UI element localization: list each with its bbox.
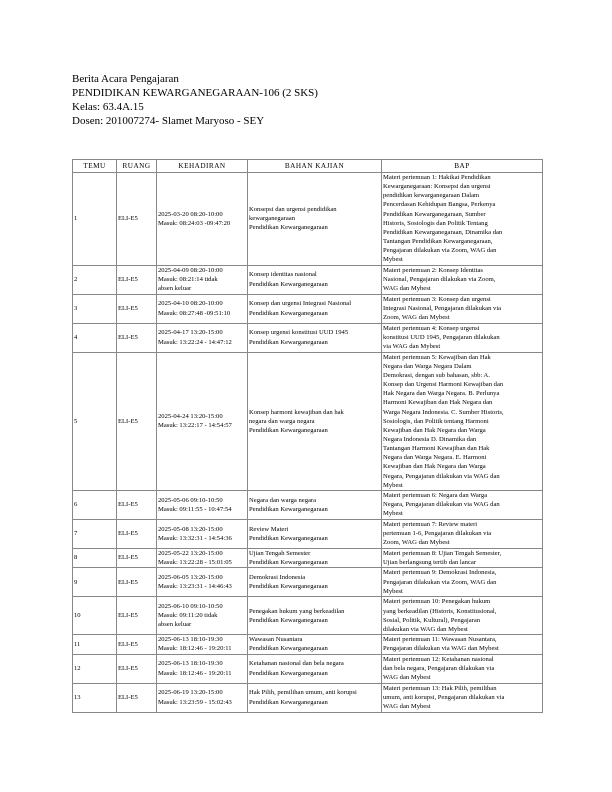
table-row <box>73 635 543 654</box>
bahan-kajian-cell-line: Konsep urgensi konstitusi UUD 1945 <box>249 329 349 337</box>
kehadiran-cell-line: absen keluar <box>158 621 192 629</box>
bap-cell-line: Mybest <box>383 587 403 595</box>
bahan-kajian-cell-line: Pendidikan Kewarganegaraan <box>249 698 328 706</box>
temu-cell: 2 <box>73 265 117 294</box>
bap-cell-line: Demokrasi, dengan sub bahasan, sbb: A. <box>383 371 490 379</box>
header-bap: BAP <box>382 160 543 173</box>
bahan-kajian-cell <box>248 548 382 567</box>
bap-cell-line: dan bela negara, Pengajaran dilakukan via <box>383 664 495 672</box>
bahan-kajian-cell-line: Pendidikan Kewarganegaraan <box>249 559 328 567</box>
bahan-kajian-cell <box>248 654 382 683</box>
bahan-kajian-cell-line: Pendidikan Kewarganegaraan <box>249 583 328 591</box>
kehadiran-cell <box>157 490 248 519</box>
kehadiran-cell <box>157 173 248 266</box>
bahan-kajian-cell <box>248 490 382 519</box>
bap-cell-line: Zoom, WAG dan Mybest <box>383 314 450 322</box>
temu-cell: 5 <box>73 352 117 490</box>
bap-cell <box>382 568 543 597</box>
bap-cell-line: Integrasi Nasional, Pengajaran dilakukan via <box>383 304 502 312</box>
bap-cell-line: Nasional, Pengajaran dilakukan via Zoom, <box>383 275 496 283</box>
bahan-kajian-cell-line: Wawasan Nusantara <box>249 636 303 644</box>
bap-cell-line: WAG dan Mybest <box>383 703 431 711</box>
kehadiran-cell-line: 2025-04-24 13:20-15:00 <box>158 413 223 421</box>
temu-cell: 11 <box>73 635 117 654</box>
bap-cell-line: Pendidikan Kewarganegaraan, Sumber <box>383 210 486 218</box>
kehadiran-cell-line: Masuk: 13:32:31 - 14:54:36 <box>158 534 232 542</box>
bap-cell-line: umum, anti korupsi, Pengajaran dilakukan via <box>383 693 505 701</box>
bap-cell <box>382 173 543 266</box>
bap-cell-line: Negara, Pengajaran dilakukan via WAG dan <box>383 501 500 509</box>
bap-cell <box>382 519 543 548</box>
bap-cell-line: Pengajaran dilakukan via Zoom, WAG dan <box>383 247 497 255</box>
temu-cell: 4 <box>73 323 117 352</box>
bahan-kajian-cell-line: kewarganegaraan <box>249 215 296 223</box>
kehadiran-cell-line: 2025-05-08 13:20-15:00 <box>158 525 223 533</box>
bahan-kajian-cell <box>248 683 382 712</box>
bahan-kajian-cell-line: negara dan warga negara <box>249 417 315 425</box>
kehadiran-cell-line: Masuk: 08:21:14 tidak <box>158 275 218 283</box>
bahan-kajian-cell-line: Ujian Tengah Semester <box>249 549 311 557</box>
bahan-kajian-cell-line: Pendidikan Kewarganegaraan <box>249 426 328 434</box>
bap-cell <box>382 597 543 635</box>
kehadiran-cell-line: 2025-04-17 13:20-15:00 <box>158 329 223 337</box>
ruang-cell: ELI-E5 <box>117 654 157 683</box>
kehadiran-cell-line: 2025-04-10 08:20-10:00 <box>158 300 223 308</box>
bap-cell-line: Materi pertemuan 7: Review materi <box>383 521 478 529</box>
bap-cell-line: Kewajiban dan Hak Negara dan Warga <box>383 426 486 434</box>
bap-cell-line: Tantangan Harmoni Kewajiban dan Hak <box>383 445 490 453</box>
bap-cell-line: WAG dan Mybest <box>383 285 431 293</box>
kehadiran-cell-line: 2025-06-13 18:10-19:30 <box>158 660 223 668</box>
temu-cell: 8 <box>73 548 117 567</box>
bap-cell-line: Materi pertemuan 6: Negara dan Warga <box>383 492 488 500</box>
table-body <box>73 173 543 713</box>
bap-cell-line: Kewarganegaraan: Konsepsi dan urgensi <box>383 183 491 191</box>
bap-cell-line: pendidikan kewarganegaraan Dalam <box>383 192 480 200</box>
temu-cell: 9 <box>73 568 117 597</box>
bap-cell <box>382 654 543 683</box>
bahan-kajian-cell <box>248 294 382 323</box>
bap-cell-line: Materi pertemuan 5: Kewajiban dan Hak <box>383 353 491 361</box>
bahan-kajian-cell <box>248 568 382 597</box>
bahan-kajian-cell-line: Pendidikan Kewarganegaraan <box>249 309 328 317</box>
kehadiran-cell-line: Masuk: 08:27:48 -09:51:10 <box>158 309 231 317</box>
bahan-kajian-cell <box>248 597 382 635</box>
ruang-cell: ELI-E5 <box>117 568 157 597</box>
kehadiran-cell-line: Masuk: 09:11:20 tidak <box>158 612 218 620</box>
bap-cell-line: Materi pertemuan 9: Demokrasi Indonesia, <box>383 569 497 577</box>
bap-cell-line: Materi pertemuan 4: Konsep urgensi <box>383 324 480 332</box>
bap-cell-line: Mybest <box>383 481 403 489</box>
kehadiran-cell <box>157 294 248 323</box>
temu-cell: 13 <box>73 683 117 712</box>
kehadiran-cell-line: 2025-05-22 13:20-15:00 <box>158 549 223 557</box>
header-ruang: RUANG <box>117 160 157 173</box>
table-row <box>73 173 543 266</box>
bap-cell-line: WAG dan Mybest <box>383 674 431 682</box>
kehadiran-cell-line: Masuk: 13:22:24 - 14:47:12 <box>158 338 232 346</box>
bap-cell-line: pertemuan 1-6, Pengajaran dilakukan via <box>383 530 492 538</box>
bap-cell-line: Ujian berlangsung tertib dan lancar <box>383 559 477 567</box>
table-row <box>73 654 543 683</box>
bap-cell-line: Mybest <box>383 510 403 518</box>
kehadiran-cell-line: Masuk: 13:22:28 - 15:01:05 <box>158 559 232 567</box>
kehadiran-cell-line: 2025-06-13 18:10-19:30 <box>158 636 223 644</box>
bap-cell-line: Pendidikan Kewarganegaraan, Dinamika dan <box>383 228 503 236</box>
kehadiran-cell-line: 2025-06-10 09:10-10:50 <box>158 602 223 610</box>
ruang-cell: ELI-E5 <box>117 294 157 323</box>
bap-cell-line: konstitusi UUD 1945, Pengajaran dilakukan <box>383 333 500 341</box>
table-header-row <box>73 160 543 173</box>
bap-cell <box>382 548 543 567</box>
kehadiran-cell <box>157 265 248 294</box>
kehadiran-cell-line: Masuk: 13:22:17 - 14:54:57 <box>158 422 232 430</box>
table-row <box>73 352 543 490</box>
bap-cell-line: Materi pertemuan 8: Ujian Tengah Semester, <box>383 549 502 557</box>
bap-cell-line: dilakukan via WAG dan Mybest <box>383 625 468 633</box>
bap-cell <box>382 683 543 712</box>
bap-cell-line: Pencerdasan Kehidupan Bangsa, Perkenya <box>383 201 496 209</box>
table-row <box>73 323 543 352</box>
bahan-kajian-cell-line: Pendidikan Kewarganegaraan <box>249 224 328 232</box>
ruang-cell: ELI-E5 <box>117 490 157 519</box>
kehadiran-cell-line: 2025-05-06 09:10-10:50 <box>158 496 223 504</box>
lecturer-label: Dosen: 201007274- Slamet Maryoso - SEY <box>72 115 265 127</box>
bahan-kajian-cell-line: Pendidikan Kewarganegaraan <box>249 505 328 513</box>
kehadiran-cell <box>157 352 248 490</box>
kehadiran-cell-line: 2025-06-19 13:20-15:00 <box>158 689 223 697</box>
bap-cell-line: Warga Negara Indonesia. C. Sumber Historis, <box>383 408 504 416</box>
bahan-kajian-cell-line: Ketahanan nasional dan bela negara <box>249 660 344 668</box>
bahan-kajian-cell-line: Pendidikan Kewarganegaraan <box>249 616 328 624</box>
course-name: PENDIDIKAN KEWARGANEGARAAN-106 (2 SKS) <box>72 87 318 99</box>
bahan-kajian-cell-line: Konsep dan urgensi Integrasi Nasional <box>249 300 352 308</box>
bap-cell <box>382 265 543 294</box>
temu-cell: 1 <box>73 173 117 266</box>
kehadiran-cell <box>157 519 248 548</box>
bap-cell-line: Pengajaran dilakukan via Zoom, WAG dan <box>383 578 497 586</box>
bahan-kajian-cell-line: Pendidikan Kewarganegaraan <box>249 669 328 677</box>
bap-cell <box>382 294 543 323</box>
bap-cell-line: Negara, Pengajaran dilakukan via WAG dan <box>383 472 500 480</box>
temu-cell: 12 <box>73 654 117 683</box>
bap-cell <box>382 635 543 654</box>
bap-cell-line: Materi pertemuan 3: Konsep dan urgensi <box>383 295 491 303</box>
table-row <box>73 265 543 294</box>
header-kehadiran: KEHADIRAN <box>157 160 248 173</box>
kehadiran-cell <box>157 683 248 712</box>
bap-cell-line: Tantangan Pendidikan Kewarganegaraan, <box>383 238 493 246</box>
bahan-kajian-cell-line: Review Materi <box>249 525 289 533</box>
bap-cell-line: Materi pertemuan 12: Ketahanan nasional <box>383 655 494 663</box>
bahan-kajian-cell-line: Pendidikan Kewarganegaraan <box>249 645 328 653</box>
bap-cell <box>382 352 543 490</box>
bap-cell <box>382 490 543 519</box>
bahan-kajian-cell-line: Hak Pilih, pemilihan umum, anti korupsi <box>249 689 357 697</box>
temu-cell: 7 <box>73 519 117 548</box>
bap-cell-line: Materi pertemuan 1: Hakikat Pendidikan <box>383 174 491 181</box>
bap-cell-line: Materi pertemuan 11: Wawasan Nusantara, <box>383 636 497 644</box>
ruang-cell: ELI-E5 <box>117 597 157 635</box>
bahan-kajian-cell-line: Pendidikan Kewarganegaraan <box>249 534 328 542</box>
ruang-cell: ELI-E5 <box>117 265 157 294</box>
temu-cell: 10 <box>73 597 117 635</box>
ruang-cell: ELI-E5 <box>117 352 157 490</box>
ruang-cell: ELI-E5 <box>117 173 157 266</box>
kehadiran-cell-line: 2025-06-05 13:20-15:00 <box>158 574 223 582</box>
bap-cell-line: Zoom, WAG dan Mybest <box>383 539 450 547</box>
class-label: Kelas: 63.4A.15 <box>72 101 144 113</box>
kehadiran-cell-line: Masuk: 18:12:46 - 19:20:11 <box>158 645 232 653</box>
bahan-kajian-cell <box>248 635 382 654</box>
bap-cell-line: Materi pertemuan 10: Penegakan hukum <box>383 598 491 606</box>
bap-cell-line: Historis, Sosiologis dan Politik Tentang <box>383 219 488 227</box>
bahan-kajian-cell <box>248 352 382 490</box>
kehadiran-cell-line: Masuk: 13:23:31 - 14:46:43 <box>158 583 232 591</box>
temu-cell: 6 <box>73 490 117 519</box>
kehadiran-cell-line: 2025-04-09 08:20-10:00 <box>158 266 223 274</box>
kehadiran-cell <box>157 597 248 635</box>
table-row <box>73 548 543 567</box>
bap-cell <box>382 323 543 352</box>
bap-cell-line: via WAG dan Mybest <box>383 343 441 351</box>
table-row <box>73 519 543 548</box>
bap-cell-line: Materi pertemuan 13: Hak Pilih, pemilihan <box>383 684 497 692</box>
kehadiran-cell <box>157 548 248 567</box>
bap-cell-line: Sosial, Politik, Kultural), Pengajaran <box>383 616 481 624</box>
bahan-kajian-cell-line: Konsepsi dan urgensi pendidikan <box>249 206 337 214</box>
bap-cell-line: Kewajiban dan Hak Negara dan Warga <box>383 463 486 471</box>
kehadiran-cell-line: Masuk: 09:11:55 - 10:47:54 <box>158 505 232 513</box>
kehadiran-cell <box>157 654 248 683</box>
kehadiran-cell-line: Masuk: 13:23:59 - 15:02:43 <box>158 698 232 706</box>
bahan-kajian-cell-line: Negara dan warga negara <box>249 496 317 504</box>
header-temu: TEMU <box>73 160 117 173</box>
bap-cell-line: Konsep dan Urgensi Harmoni Kewajiban dan <box>383 381 504 389</box>
table-row <box>73 597 543 635</box>
kehadiran-cell-line: Masuk: 18:12:46 - 19:20:11 <box>158 669 232 677</box>
bahan-kajian-cell-line: Pendidikan Kewarganegaraan <box>249 338 328 346</box>
bahan-kajian-cell-line: Konsep identitas nasional <box>249 271 317 279</box>
bap-cell-line: Pengajaran dilakukan via WAG dan Mybest <box>383 645 499 653</box>
table-row <box>73 490 543 519</box>
ruang-cell: ELI-E5 <box>117 683 157 712</box>
ruang-cell: ELI-E5 <box>117 548 157 567</box>
temu-cell: 3 <box>73 294 117 323</box>
bap-cell-line: Negara dan Warga Negara Dalam <box>383 362 472 370</box>
bahan-kajian-cell-line: Pendidikan Kewarganegaraan <box>249 280 328 288</box>
kehadiran-cell <box>157 635 248 654</box>
kehadiran-cell <box>157 568 248 597</box>
table-row <box>73 294 543 323</box>
bahan-kajian-cell <box>248 265 382 294</box>
document-title: Berita Acara Pengajaran <box>72 73 179 85</box>
kehadiran-cell-line: Masuk: 08:24:03 -09:47:20 <box>158 219 231 227</box>
table-row <box>73 568 543 597</box>
bahan-kajian-cell <box>248 323 382 352</box>
bahan-kajian-cell-line: Penegakan hukum yang berkeadilan <box>249 607 345 615</box>
bap-cell-line: Harmoni Kewajiban dan Hak Negara dan <box>383 399 493 407</box>
kehadiran-cell <box>157 323 248 352</box>
bap-cell-line: Mybest <box>383 256 403 264</box>
table-row <box>73 683 543 712</box>
bap-cell-line: Materi pertemuan 2: Konsep Identitas <box>383 266 483 274</box>
bahan-kajian-cell-line: Konsep harmoni kewajiban dan hak <box>249 408 344 416</box>
kehadiran-cell-line: absen keluar <box>158 285 192 293</box>
document-header <box>72 72 318 128</box>
ruang-cell: ELI-E5 <box>117 635 157 654</box>
bap-cell-line: Sosiologis, dan Politik tentang Harmoni <box>383 417 489 425</box>
ruang-cell: ELI-E5 <box>117 323 157 352</box>
teaching-record-table <box>72 159 543 713</box>
ruang-cell: ELI-E5 <box>117 519 157 548</box>
bap-cell-line: Negara Indonesia D. Dinamika dan <box>383 435 477 443</box>
header-bahan-kajian: BAHAN KAJIAN <box>248 160 382 173</box>
bap-cell-line: yang berkeadilan (Historis, Konstitusional, <box>383 607 497 615</box>
bap-cell-line: Hak Negara dan Warga Negara. B. Perlunya <box>383 390 500 398</box>
bahan-kajian-cell <box>248 519 382 548</box>
bahan-kajian-cell <box>248 173 382 266</box>
bahan-kajian-cell-line: Demokrasi Indonesia <box>249 574 306 582</box>
bap-cell-line: Negara dan Warga Negara. E. Harmoni <box>383 454 487 462</box>
kehadiran-cell-line: 2025-03-20 08:20-10:00 <box>158 210 223 218</box>
